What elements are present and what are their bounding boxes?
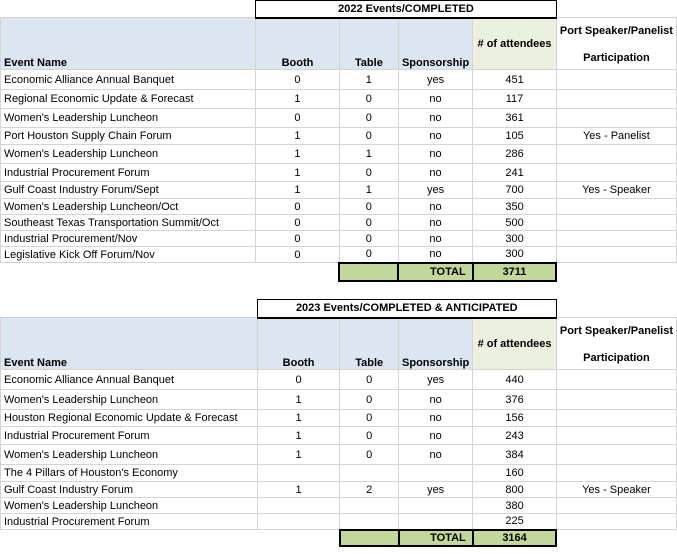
header-participation-line2: Participation: [583, 52, 650, 64]
events-2023-table: [0, 299, 677, 547]
cell-booth[interactable]: 1: [257, 410, 340, 427]
cell-participation[interactable]: [556, 370, 676, 390]
total-row: [1, 530, 677, 546]
cell-booth[interactable]: 1: [257, 427, 340, 445]
cell-participation[interactable]: [556, 199, 676, 215]
cell-participation[interactable]: [556, 231, 676, 247]
header-row: [1, 18, 677, 70]
cell-booth[interactable]: 0: [257, 370, 340, 390]
cell-attendees[interactable]: 380: [473, 498, 557, 514]
section-title-2023: 2023 Events/COMPLETED & ANTICIPATED: [257, 300, 556, 318]
cell-sponsorship[interactable]: [399, 498, 473, 514]
cell-table[interactable]: 0: [339, 215, 398, 231]
cell-participation[interactable]: Yes - Speaker: [556, 182, 676, 199]
table-row: [1, 199, 677, 215]
cell-participation[interactable]: Yes - Panelist: [556, 128, 676, 145]
cell-booth[interactable]: 1: [256, 182, 340, 199]
cell-booth[interactable]: [257, 514, 340, 530]
table-row: [1, 514, 677, 530]
cell-attendees[interactable]: 225: [473, 514, 557, 530]
cell-attendees[interactable]: 451: [473, 70, 557, 90]
header-participation-line1: Port Speaker/Panelist: [559, 25, 673, 37]
cell-sponsorship[interactable]: [399, 465, 473, 482]
header-table: Table: [340, 318, 399, 370]
cell-participation[interactable]: [556, 498, 676, 514]
header-attendees: # of attendees: [473, 318, 557, 370]
cell-event-name[interactable]: Women's Leadership Luncheon: [1, 390, 258, 410]
cell-participation[interactable]: [556, 465, 676, 482]
cell-event-name[interactable]: Legislative Kick Off Forum/Nov: [1, 247, 256, 263]
cell-table[interactable]: 1: [339, 145, 398, 164]
cell-event-name[interactable]: Women's Leadership Luncheon: [1, 145, 256, 164]
cell-booth[interactable]: [257, 465, 340, 482]
cell-event-name[interactable]: Women's Leadership Luncheon: [1, 498, 258, 514]
cell-sponsorship[interactable]: no: [398, 215, 472, 231]
cell-sponsorship[interactable]: no: [398, 164, 472, 182]
cell-table[interactable]: 0: [339, 164, 398, 182]
cell-booth[interactable]: 1: [256, 90, 340, 109]
table-row: [1, 482, 677, 498]
header-sponsorship: Sponsorship: [398, 18, 472, 70]
section-title-2022: 2022 Events/COMPLETED: [256, 1, 557, 18]
table-row: [1, 128, 677, 145]
cell-table[interactable]: 0: [339, 199, 398, 215]
cell-attendees[interactable]: 800: [473, 482, 557, 498]
cell-booth[interactable]: 0: [256, 199, 340, 215]
cell-sponsorship[interactable]: yes: [399, 482, 473, 498]
cell-event-name[interactable]: Women's Leadership Luncheon: [1, 445, 258, 465]
cell-booth[interactable]: 1: [257, 390, 340, 410]
cell-table[interactable]: 2: [340, 482, 399, 498]
cell-table[interactable]: [340, 465, 399, 482]
cell-table[interactable]: 0: [340, 445, 399, 465]
cell-attendees[interactable]: 361: [473, 109, 557, 128]
cell-booth[interactable]: 0: [256, 231, 340, 247]
cell-sponsorship[interactable]: [399, 514, 473, 530]
cell-table[interactable]: 0: [340, 390, 399, 410]
cell-attendees[interactable]: 117: [473, 90, 557, 109]
cell-event-name[interactable]: Economic Alliance Annual Banquet: [1, 370, 258, 390]
cell-participation[interactable]: [556, 410, 676, 427]
cell-booth[interactable]: [257, 498, 340, 514]
cell-sponsorship[interactable]: no: [398, 90, 472, 109]
table-row: [1, 215, 677, 231]
cell-table[interactable]: 0: [340, 410, 399, 427]
cell-participation[interactable]: [556, 215, 676, 231]
header-table: Table: [339, 18, 398, 70]
cell-table[interactable]: 1: [339, 182, 398, 199]
cell-event-name[interactable]: Gulf Coast Industry Forum/Sept: [1, 182, 256, 199]
cell-table[interactable]: 0: [339, 247, 398, 263]
table-row: [1, 145, 677, 164]
cell-event-name[interactable]: Regional Economic Update & Forecast: [1, 90, 256, 109]
cell-participation[interactable]: [556, 427, 676, 445]
header-participation: [556, 318, 676, 370]
cell-participation[interactable]: [556, 70, 676, 90]
cell-attendees[interactable]: 160: [473, 465, 557, 482]
table-row: [1, 247, 677, 263]
cell-event-name[interactable]: Women's Leadership Luncheon/Oct: [1, 199, 256, 215]
cell-participation[interactable]: [556, 514, 676, 530]
cell-attendees[interactable]: 500: [473, 215, 557, 231]
table-row: [1, 445, 677, 465]
cell-table[interactable]: 0: [340, 427, 399, 445]
cell-event-name[interactable]: Industrial Procurement Forum: [1, 427, 258, 445]
cell-sponsorship[interactable]: yes: [398, 182, 472, 199]
cell-booth[interactable]: 0: [256, 109, 340, 128]
cell-participation[interactable]: Yes - Speaker: [556, 482, 676, 498]
cell-attendees[interactable]: 300: [473, 247, 557, 263]
cell-booth[interactable]: 1: [256, 128, 340, 145]
cell-table[interactable]: 0: [339, 128, 398, 145]
cell-table[interactable]: [340, 514, 399, 530]
cell-table[interactable]: 0: [339, 109, 398, 128]
cell-event-name[interactable]: Gulf Coast Industry Forum: [1, 482, 258, 498]
cell-participation[interactable]: [556, 164, 676, 182]
header-participation-line1: Port Speaker/Panelist: [559, 325, 673, 337]
cell-table[interactable]: 0: [339, 90, 398, 109]
table-row: [1, 498, 677, 514]
cell-sponsorship[interactable]: yes: [398, 70, 472, 90]
cell-attendees[interactable]: 384: [473, 445, 557, 465]
header-booth: Booth: [257, 318, 340, 370]
cell-booth[interactable]: 1: [256, 145, 340, 164]
cell-participation[interactable]: [556, 145, 676, 164]
cell-table[interactable]: [340, 498, 399, 514]
cell-sponsorship[interactable]: no: [398, 199, 472, 215]
cell-event-name[interactable]: Industrial Procurement Forum: [1, 514, 258, 530]
cell-sponsorship[interactable]: no: [398, 247, 472, 263]
cell-sponsorship[interactable]: no: [399, 445, 473, 465]
cell-booth[interactable]: 1: [257, 482, 340, 498]
table-row: [1, 427, 677, 445]
header-participation: [556, 18, 676, 70]
cell-event-name[interactable]: Southeast Texas Transportation Summit/Oct: [1, 215, 256, 231]
cell-participation[interactable]: [556, 109, 676, 128]
table-row: [1, 70, 677, 90]
header-event-name: Event Name: [1, 318, 258, 370]
total-label: TOTAL: [399, 530, 473, 546]
cell-attendees[interactable]: 300: [473, 231, 557, 247]
cell-event-name[interactable]: Houston Regional Economic Update & Forecast: [1, 410, 258, 427]
table-row: [1, 410, 677, 427]
cell-booth[interactable]: 0: [256, 70, 340, 90]
cell-sponsorship[interactable]: no: [399, 410, 473, 427]
cell-sponsorship[interactable]: yes: [399, 370, 473, 390]
cell-participation[interactable]: [556, 445, 676, 465]
total-value: 3164: [473, 530, 557, 546]
header-row: [1, 318, 677, 370]
cell-attendees[interactable]: 700: [473, 182, 557, 199]
cell-event-name[interactable]: Economic Alliance Annual Banquet: [1, 70, 256, 90]
header-attendees: # of attendees: [473, 18, 557, 70]
total-row: [1, 263, 677, 281]
table-row: [1, 231, 677, 247]
table-row: [1, 182, 677, 199]
table-row: [1, 164, 677, 182]
cell-sponsorship[interactable]: no: [398, 231, 472, 247]
cell-booth[interactable]: 1: [256, 164, 340, 182]
cell-event-name[interactable]: Women's Leadership Luncheon: [1, 109, 256, 128]
cell-event-name[interactable]: Industrial Procurement Forum: [1, 164, 256, 182]
cell-booth[interactable]: 0: [256, 247, 340, 263]
total-value: 3711: [473, 263, 557, 281]
cell-attendees[interactable]: 286: [473, 145, 557, 164]
cell-attendees[interactable]: 156: [473, 410, 557, 427]
cell-attendees[interactable]: 376: [473, 390, 557, 410]
cell-sponsorship[interactable]: no: [399, 390, 473, 410]
cell-sponsorship[interactable]: no: [398, 145, 472, 164]
cell-participation[interactable]: [556, 390, 676, 410]
cell-event-name[interactable]: The 4 Pillars of Houston's Economy: [1, 465, 258, 482]
cell-attendees[interactable]: 241: [473, 164, 557, 182]
table-row: [1, 465, 677, 482]
header-booth: Booth: [256, 18, 340, 70]
cell-booth[interactable]: 1: [257, 445, 340, 465]
table-row: [1, 90, 677, 109]
cell-event-name[interactable]: Industrial Procurement/Nov: [1, 231, 256, 247]
cell-participation[interactable]: [556, 90, 676, 109]
cell-sponsorship[interactable]: no: [398, 109, 472, 128]
cell-booth[interactable]: 0: [256, 215, 340, 231]
cell-attendees[interactable]: 243: [473, 427, 557, 445]
cell-attendees[interactable]: 350: [473, 199, 557, 215]
cell-sponsorship[interactable]: no: [398, 128, 472, 145]
cell-table[interactable]: 0: [340, 370, 399, 390]
header-participation-line2: Participation: [583, 352, 650, 364]
table-row: [1, 109, 677, 128]
cell-event-name[interactable]: Port Houston Supply Chain Forum: [1, 128, 256, 145]
table-row: [1, 390, 677, 410]
cell-table[interactable]: 0: [339, 231, 398, 247]
header-event-name: Event Name: [1, 18, 256, 70]
cell-attendees[interactable]: 105: [473, 128, 557, 145]
total-label: TOTAL: [398, 263, 472, 281]
header-sponsorship: Sponsorship: [399, 318, 473, 370]
table-row: [1, 370, 677, 390]
cell-participation[interactable]: [556, 247, 676, 263]
cell-attendees[interactable]: 440: [473, 370, 557, 390]
cell-sponsorship[interactable]: no: [399, 427, 473, 445]
cell-table[interactable]: 1: [339, 70, 398, 90]
